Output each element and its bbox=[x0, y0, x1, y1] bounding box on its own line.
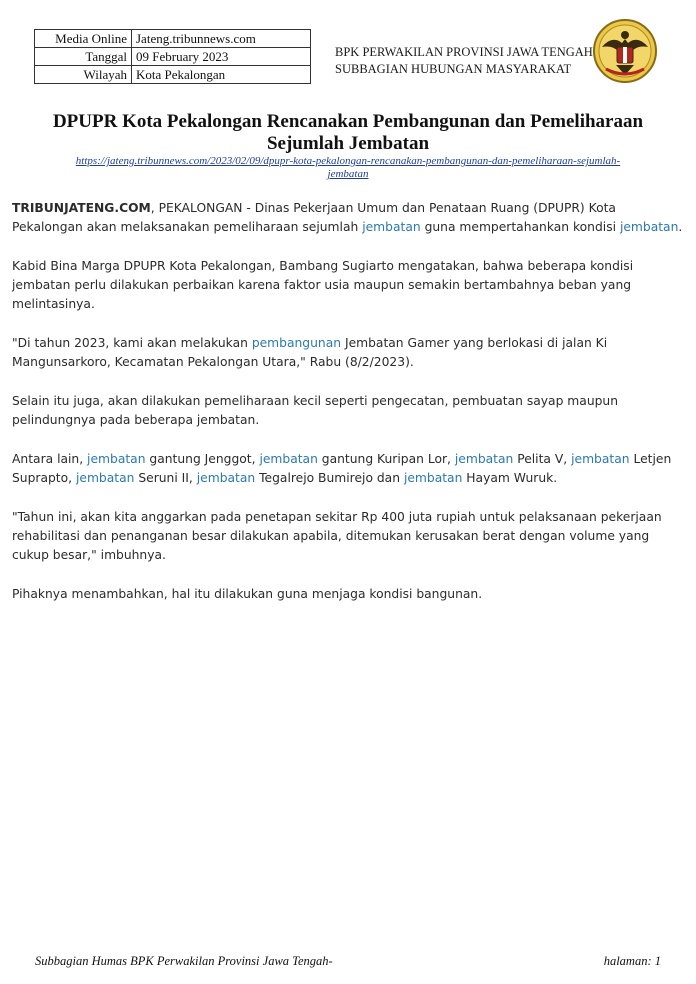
keyword-link[interactable]: jembatan bbox=[196, 471, 256, 485]
article-url-line[interactable]: https://jateng.tribunnews.com/2023/02/09/dpupr-kota-pekalongan-rencanakan-pembangunan-dan-pemeliharaan-sejumlah- bbox=[75, 155, 621, 167]
paragraph-text: "Di tahun 2023, kami akan melakukan bbox=[12, 336, 252, 350]
garuda-emblem-icon bbox=[592, 17, 658, 85]
article-paragraph bbox=[12, 450, 684, 488]
paragraph-text: Tegalrejo Bumirejo dan bbox=[255, 471, 404, 485]
meta-value: Jateng.tribunnews.com bbox=[132, 30, 311, 48]
paragraph-text: , PEKALONGAN - Dinas Pekerjaan Umum dan Penataan Ruang (DPUPR) Kota Pekalongan akan melaksanakan pemeliharaan sejumlah bbox=[12, 201, 616, 234]
meta-row-region bbox=[35, 66, 311, 84]
meta-label: Media Online bbox=[35, 30, 132, 48]
meta-row-date bbox=[35, 48, 311, 66]
organization-division: SUBBAGIAN HUBUNGAN MASYARAKAT bbox=[335, 62, 572, 76]
keyword-link[interactable]: jembatan bbox=[75, 471, 135, 485]
meta-row-media bbox=[35, 30, 311, 48]
article-title-line: Sejumlah Jembatan bbox=[266, 133, 430, 154]
paragraph-text: Hayam Wuruk. bbox=[462, 471, 558, 485]
paragraph-text: "Tahun ini, akan kita anggarkan pada penetapan sekitar Rp 400 juta rupiah untuk pelaksanaan pekerjaan rehabilitasi dan penanganan besar dilakukan apabila, ditemukan kerusakan berat dengan volume yang cukup besar," imbuhnya. bbox=[12, 510, 662, 562]
keyword-link[interactable]: jembatan bbox=[454, 452, 514, 466]
keyword-link[interactable]: jembatan bbox=[571, 452, 630, 466]
paragraph-text: guna mempertahankan kondisi bbox=[420, 220, 620, 234]
organization-name: BPK PERWAKILAN PROVINSI JAWA TENGAH bbox=[335, 45, 593, 59]
keyword-link[interactable]: jembatan bbox=[87, 452, 146, 466]
meta-value: Kota Pekalongan bbox=[132, 66, 311, 84]
paragraph-text: Antara lain, bbox=[12, 452, 88, 466]
article-paragraph bbox=[12, 508, 684, 565]
meta-label: Wilayah bbox=[35, 66, 132, 84]
article-paragraph bbox=[12, 392, 684, 430]
keyword-link[interactable]: pembangunan bbox=[251, 336, 342, 350]
paragraph-text: Jembatan Gamer yang berlokasi di jalan Ki Mangunsarkoro, Kecamatan Pekalongan Utara," Rabu (8/2/2023). bbox=[12, 336, 608, 369]
meta-value: 09 February 2023 bbox=[132, 48, 311, 66]
article-body bbox=[12, 199, 684, 624]
meta-label: Tanggal bbox=[35, 48, 132, 66]
keyword-link[interactable]: jembatan bbox=[362, 220, 421, 234]
page-number: halaman: 1 bbox=[603, 954, 661, 968]
paragraph-text: Pelita V, bbox=[513, 452, 572, 466]
article-paragraph bbox=[12, 199, 684, 237]
article-url-line[interactable]: jembatan bbox=[327, 168, 369, 180]
article-paragraph bbox=[12, 334, 684, 372]
article-url[interactable] bbox=[30, 155, 666, 181]
paragraph-text: Kabid Bina Marga DPUPR Kota Pekalongan, Bambang Sugiarto mengatakan, bahwa beberapa kondisi jembatan perlu dilakukan perbaikan karena faktor usia maupun semakin bertambahnya beban yang melintasinya. bbox=[12, 259, 634, 311]
meta-table bbox=[34, 29, 311, 84]
organization-header bbox=[335, 44, 593, 78]
paragraph-text: Selain itu juga, akan dilakukan pemeliharaan kecil seperti pengecatan, pembuatan sayap maupun pelindungnya pada beberapa jembatan. bbox=[12, 394, 618, 427]
article-title-line: DPUPR Kota Pekalongan Rencanakan Pembangunan dan Pemeliharaan bbox=[52, 111, 644, 132]
keyword-link[interactable]: jembatan bbox=[259, 452, 318, 466]
paragraph-text: . bbox=[678, 220, 683, 234]
keyword-link[interactable]: jembatan bbox=[619, 220, 679, 234]
article-title bbox=[20, 111, 676, 155]
source-name: TRIBUNJATENG.COM bbox=[12, 201, 151, 215]
paragraph-text: gantung Kuripan Lor, bbox=[317, 452, 455, 466]
paragraph-text: Letjen Suprapto, bbox=[12, 452, 672, 485]
paragraph-text: Pihaknya menambahkan, hal itu dilakukan guna menjaga kondisi bangunan. bbox=[12, 587, 483, 601]
article-paragraph bbox=[12, 257, 684, 314]
footer-source: Subbagian Humas BPK Perwakilan Provinsi Jawa Tengah- bbox=[35, 954, 333, 968]
keyword-link[interactable]: jembatan bbox=[403, 471, 463, 485]
paragraph-text: Seruni II, bbox=[134, 471, 197, 485]
paragraph-text: gantung Jenggot, bbox=[145, 452, 260, 466]
article-paragraph bbox=[12, 585, 684, 604]
